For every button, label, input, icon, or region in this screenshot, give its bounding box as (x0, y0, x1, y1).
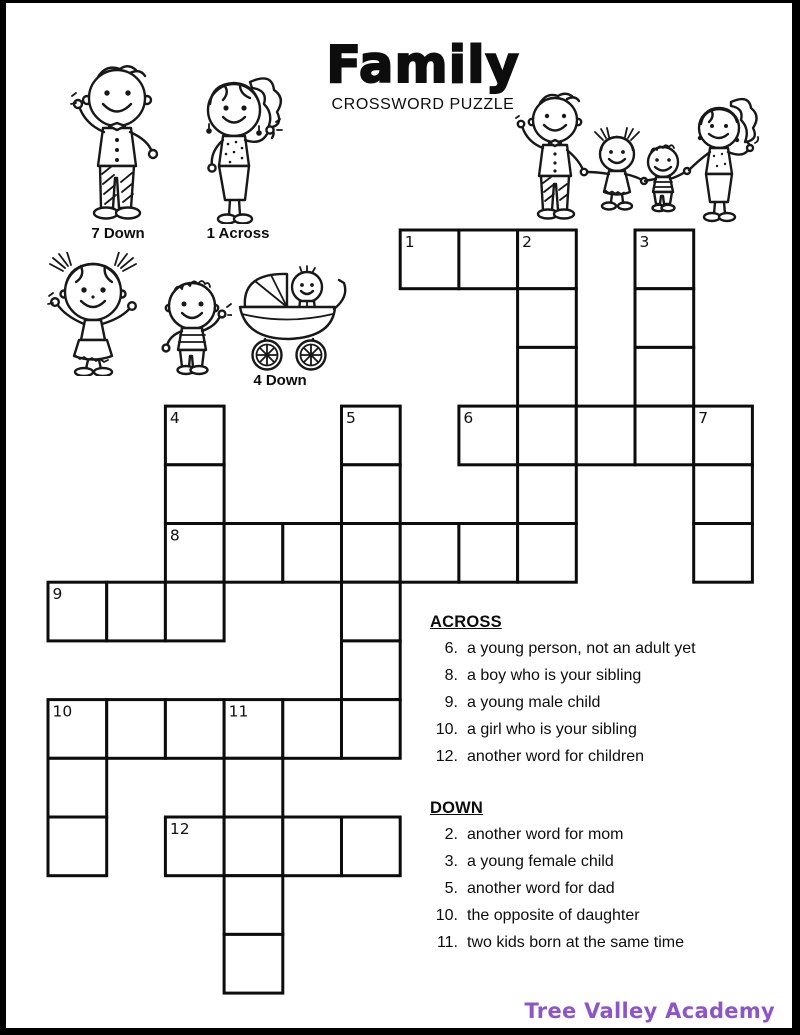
crossword-cell[interactable] (518, 406, 577, 465)
crossword-cell[interactable] (576, 406, 635, 465)
across-clues-section (430, 613, 770, 775)
clue-text: another word for mom (467, 826, 624, 843)
clue-number: 12. (435, 748, 458, 765)
clue-text: a boy who is your sibling (467, 667, 642, 684)
clue-text: two kids born at the same time (467, 934, 684, 951)
cell-number: 3 (639, 233, 650, 251)
page-title: Family (326, 36, 520, 95)
crossword-cell[interactable] (48, 817, 107, 876)
crossword-cell[interactable] (518, 465, 577, 524)
family-illustration (515, 88, 773, 228)
brand-watermark: Tree Valley Academy (524, 999, 775, 1023)
page-subtitle: CROSSWORD PUZZLE (331, 96, 515, 113)
clue-number: 3. (444, 853, 458, 870)
crossword-cell[interactable] (635, 289, 694, 348)
cell-number: 7 (698, 409, 709, 428)
clue-item (430, 826, 770, 843)
clue-item (430, 934, 770, 951)
clue-item (430, 853, 770, 870)
crossword-cell[interactable] (283, 817, 342, 876)
crossword-cell[interactable] (342, 641, 401, 700)
clue-item (430, 880, 770, 897)
crossword-cell[interactable] (518, 524, 577, 583)
clue-text: another word for dad (467, 880, 615, 897)
mom-figure-label: 1 Across (206, 225, 270, 242)
crossword-cell[interactable] (342, 817, 401, 876)
crossword-cell[interactable] (224, 758, 283, 817)
crossword-cell[interactable] (342, 524, 401, 583)
crossword-cell[interactable] (48, 758, 107, 817)
crossword-cell[interactable] (165, 700, 224, 759)
crossword-cell[interactable] (107, 700, 166, 759)
across-heading: ACROSS (430, 613, 502, 631)
cell-number: 9 (52, 585, 63, 604)
clue-item (430, 640, 770, 657)
crossword-cell[interactable] (165, 582, 224, 641)
crossword-cell[interactable] (224, 934, 283, 993)
clue-number: 5. (444, 880, 458, 897)
down-clues-section (430, 799, 770, 961)
crossword-cell[interactable] (224, 524, 283, 583)
across-clue-list (430, 640, 770, 765)
crossword-cell[interactable] (635, 406, 694, 465)
crossword-cell[interactable] (283, 524, 342, 583)
crossword-cell[interactable] (283, 700, 342, 759)
crossword-cell[interactable] (165, 465, 224, 524)
dad-figure-label: 7 Down (91, 225, 145, 242)
dad-illustration (70, 60, 162, 222)
crossword-cell[interactable] (635, 347, 694, 406)
clue-item (430, 748, 770, 765)
down-heading: DOWN (430, 799, 484, 817)
cell-number: 8 (169, 526, 180, 545)
clue-number: 10. (435, 907, 458, 924)
crossword-cell[interactable] (518, 347, 577, 406)
clue-text: a young female child (467, 853, 614, 870)
crossword-cell[interactable] (694, 465, 753, 524)
page-border-top (0, 0, 800, 3)
clue-item (430, 721, 770, 738)
crossword-cell[interactable] (342, 582, 401, 641)
crossword-cell[interactable] (694, 524, 753, 583)
clue-number: 6. (444, 640, 458, 657)
crossword-cell[interactable] (224, 876, 283, 935)
cell-number: 4 (169, 409, 180, 428)
crossword-cell[interactable] (224, 817, 283, 876)
clue-item (430, 694, 770, 711)
page-border-left (0, 0, 6, 1035)
clue-item (430, 667, 770, 684)
page-border-bottom (0, 1028, 800, 1035)
clue-text: a young male child (467, 694, 601, 711)
clue-text: the opposite of daughter (467, 907, 640, 924)
cell-number: 11 (228, 702, 249, 721)
down-clue-list (430, 826, 770, 951)
crossword-cell[interactable] (459, 524, 518, 583)
clue-item (430, 907, 770, 924)
clue-text: a young person, not an adult yet (467, 640, 696, 657)
clue-number: 2. (444, 826, 458, 843)
mom-illustration (192, 72, 284, 224)
clue-text: a girl who is your sibling (467, 721, 637, 738)
clue-number: 9. (444, 694, 458, 711)
pram-figure-label: 4 Down (253, 372, 307, 389)
cell-number: 6 (463, 409, 474, 428)
crossword-cell[interactable] (342, 465, 401, 524)
clue-text: another word for children (467, 748, 644, 765)
clue-number: 11. (436, 934, 458, 951)
cell-number: 5 (346, 409, 356, 428)
crossword-cell[interactable] (342, 700, 401, 759)
crossword-cell[interactable] (459, 230, 518, 289)
crossword-cell[interactable] (400, 524, 459, 583)
cell-number: 2 (522, 233, 532, 251)
cell-number: 1 (404, 233, 415, 251)
cell-number: 10 (52, 702, 73, 721)
cell-number: 12 (169, 820, 190, 838)
crossword-cell[interactable] (107, 582, 166, 641)
clue-number: 10. (435, 721, 458, 738)
crossword-cell[interactable] (518, 289, 577, 348)
clue-number: 8. (444, 667, 458, 684)
page-border-right (792, 0, 800, 1035)
